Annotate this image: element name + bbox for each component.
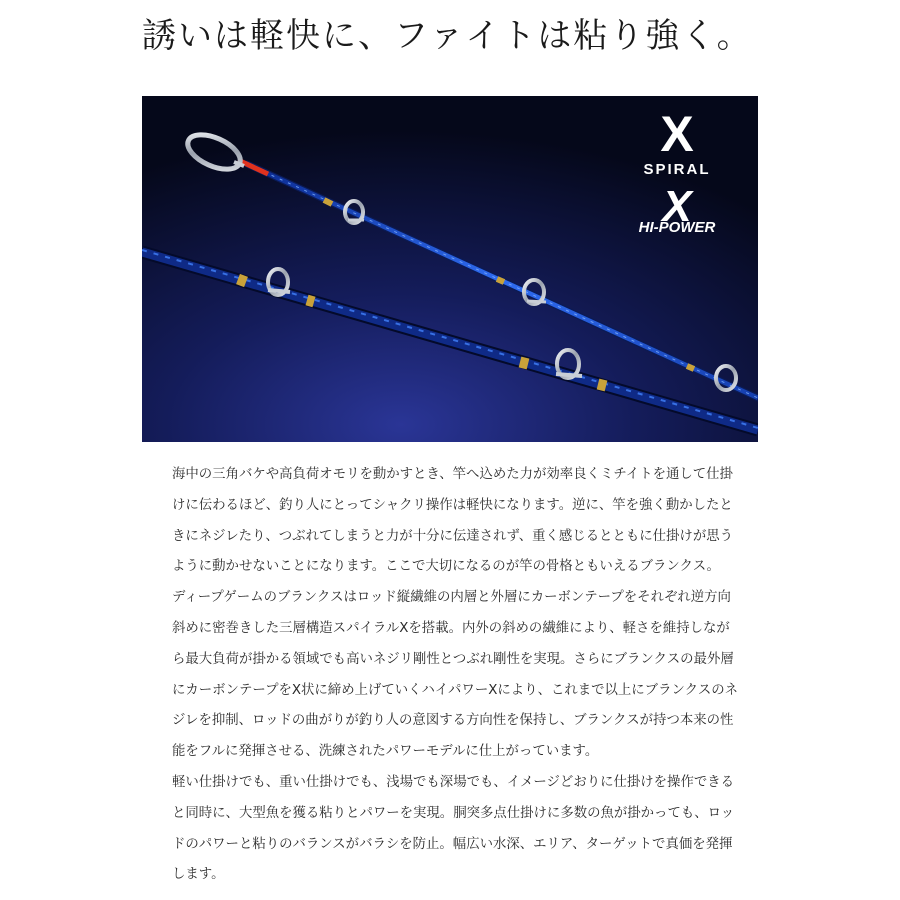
x-spiral-mark: X [660, 106, 694, 162]
fishing-rod-illustration [142, 96, 758, 442]
x-hipower-mark: X [662, 182, 692, 231]
description-paragraph-1: 海中の三角バケや高負荷オモリを動かすとき、竿へ込めた力が効率良くミチイトを通して仕掛けに伝わるほど、釣り人にとってシャクリ操作は軽快になります。逆に、竿を強く動かしたときにネジレたり、つぶれてしまうと力が十分に伝達されず、重く感じるとともに仕掛けが思うように動かせないことになります。ここで大切になるのが竿の骨格ともいえるブランクス。 [172, 467, 733, 575]
x-hipower-label: HI-POWER [638, 219, 716, 236]
page-headline: 誘いは軽快に、ファイトは粘り強く。 [142, 16, 753, 56]
product-description [172, 460, 740, 891]
description-paragraph-3: 軽い仕掛けでも、重い仕掛けでも、浅場でも深場でも、イメージどおりに仕掛けを操作できると同時に、大型魚を獲る粘りとパワーを実現。胴突多点仕掛けに多数の魚が掛かっても、ロッドのパワーと粘りのバランスがバラシを防止。幅広い水深、エリア、ターゲットで真価を発揮します。 [172, 774, 735, 883]
description-paragraph-2: ディープゲームのブランクスはロッド縦繊維の内層と外層にカーボンテープをそれぞれ逆方向斜めに密巻きした三層構造スパイラルXを搭載。内外の斜めの繊維により、軽さを維持しながら最大負荷が掛かる領域でも高いネジリ剛性とつぶれ剛性を実現。さらにブランクスの最外層にカーボンテープをX状に締め上げていくハイパワーXにより、これまで以上にブランクスのネジレを抑制、ロッドの曲がりが釣り人の意図する方向性を保持し、ブランクスが持つ本来の性能をフルに発揮させる、洗練されたパワーモデルに仕上がっています。 [172, 590, 739, 760]
x-spiral-label: SPIRAL [643, 161, 711, 178]
product-hero-image [142, 96, 758, 442]
